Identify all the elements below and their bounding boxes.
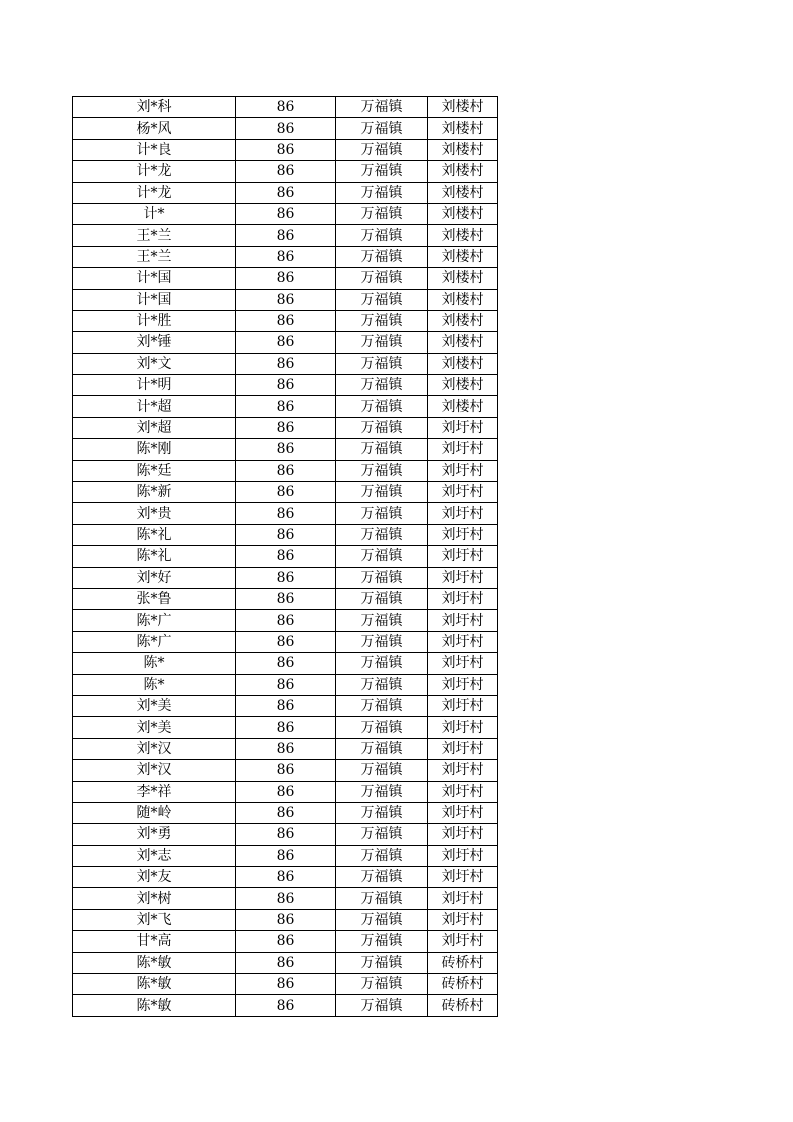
village-cell: 刘圩村 (428, 845, 498, 866)
name-cell: 刘*飞 (73, 909, 236, 930)
town-cell: 万福镇 (336, 931, 428, 952)
score-cell: 86 (236, 674, 336, 695)
score-cell: 86 (236, 246, 336, 267)
town-cell: 万福镇 (336, 610, 428, 631)
village-cell: 刘楼村 (428, 396, 498, 417)
name-cell: 刘*美 (73, 717, 236, 738)
table-row (73, 695, 498, 716)
town-cell: 万福镇 (336, 310, 428, 331)
village-cell: 刘圩村 (428, 588, 498, 609)
name-cell: 计*龙 (73, 182, 236, 203)
village-cell: 刘圩村 (428, 482, 498, 503)
town-cell: 万福镇 (336, 738, 428, 759)
town-cell: 万福镇 (336, 781, 428, 802)
town-cell: 万福镇 (336, 289, 428, 310)
name-cell: 陈*敏 (73, 952, 236, 973)
score-cell: 86 (236, 931, 336, 952)
name-cell: 陈*礼 (73, 524, 236, 545)
name-cell: 陈*敏 (73, 995, 236, 1016)
score-cell: 86 (236, 909, 336, 930)
table-row (73, 653, 498, 674)
table-row (73, 631, 498, 652)
name-cell: 陈* (73, 653, 236, 674)
village-cell: 刘圩村 (428, 439, 498, 460)
score-cell: 86 (236, 653, 336, 674)
table-body (73, 97, 498, 1017)
table-row (73, 139, 498, 160)
score-cell: 86 (236, 460, 336, 481)
score-cell: 86 (236, 268, 336, 289)
score-cell: 86 (236, 824, 336, 845)
town-cell: 万福镇 (336, 139, 428, 160)
table-row (73, 610, 498, 631)
score-cell: 86 (236, 182, 336, 203)
village-cell: 刘圩村 (428, 717, 498, 738)
name-cell: 王*兰 (73, 246, 236, 267)
town-cell: 万福镇 (336, 203, 428, 224)
table-row (73, 161, 498, 182)
score-cell: 86 (236, 417, 336, 438)
table-row (73, 588, 498, 609)
town-cell: 万福镇 (336, 631, 428, 652)
score-cell: 86 (236, 845, 336, 866)
name-cell: 刘*超 (73, 417, 236, 438)
town-cell: 万福镇 (336, 802, 428, 823)
table-row (73, 353, 498, 374)
name-cell: 刘*志 (73, 845, 236, 866)
table-row (73, 182, 498, 203)
table-row (73, 396, 498, 417)
town-cell: 万福镇 (336, 567, 428, 588)
table-row (73, 802, 498, 823)
table-row (73, 375, 498, 396)
village-cell: 刘圩村 (428, 503, 498, 524)
name-cell: 陈*刚 (73, 439, 236, 460)
name-cell: 陈*广 (73, 631, 236, 652)
score-cell: 86 (236, 738, 336, 759)
table-row (73, 760, 498, 781)
table-row (73, 888, 498, 909)
village-cell: 刘圩村 (428, 802, 498, 823)
score-cell: 86 (236, 439, 336, 460)
village-cell: 刘楼村 (428, 161, 498, 182)
name-cell: 王*兰 (73, 225, 236, 246)
village-cell: 刘圩村 (428, 695, 498, 716)
name-cell: 李*祥 (73, 781, 236, 802)
table-row (73, 310, 498, 331)
town-cell: 万福镇 (336, 845, 428, 866)
table-row (73, 482, 498, 503)
name-cell: 刘*汉 (73, 760, 236, 781)
table-row (73, 203, 498, 224)
town-cell: 万福镇 (336, 225, 428, 246)
table-row (73, 118, 498, 139)
table-row (73, 717, 498, 738)
table-row (73, 439, 498, 460)
score-cell: 86 (236, 995, 336, 1016)
score-cell: 86 (236, 952, 336, 973)
village-cell: 刘圩村 (428, 417, 498, 438)
score-cell: 86 (236, 567, 336, 588)
village-cell: 刘楼村 (428, 375, 498, 396)
village-cell: 砖桥村 (428, 995, 498, 1016)
village-cell: 刘圩村 (428, 524, 498, 545)
name-cell: 计*胜 (73, 310, 236, 331)
village-cell: 刘楼村 (428, 182, 498, 203)
name-cell: 随*岭 (73, 802, 236, 823)
table-row (73, 867, 498, 888)
village-cell: 刘圩村 (428, 653, 498, 674)
score-cell: 86 (236, 203, 336, 224)
town-cell: 万福镇 (336, 439, 428, 460)
village-cell: 刘楼村 (428, 268, 498, 289)
table-row (73, 225, 498, 246)
town-cell: 万福镇 (336, 546, 428, 567)
score-cell: 86 (236, 353, 336, 374)
name-cell: 刘*好 (73, 567, 236, 588)
name-cell: 刘*汉 (73, 738, 236, 759)
table-row (73, 97, 498, 118)
name-cell: 刘*锤 (73, 332, 236, 353)
name-cell: 陈*新 (73, 482, 236, 503)
score-cell: 86 (236, 225, 336, 246)
village-cell: 刘圩村 (428, 888, 498, 909)
town-cell: 万福镇 (336, 482, 428, 503)
town-cell: 万福镇 (336, 353, 428, 374)
score-cell: 86 (236, 588, 336, 609)
score-cell: 86 (236, 503, 336, 524)
village-cell: 刘圩村 (428, 781, 498, 802)
score-cell: 86 (236, 118, 336, 139)
table-row (73, 974, 498, 995)
name-cell: 陈*广 (73, 610, 236, 631)
score-cell: 86 (236, 546, 336, 567)
name-cell: 刘*科 (73, 97, 236, 118)
town-cell: 万福镇 (336, 460, 428, 481)
town-cell: 万福镇 (336, 717, 428, 738)
name-cell: 刘*美 (73, 695, 236, 716)
name-cell: 计* (73, 203, 236, 224)
village-cell: 刘楼村 (428, 225, 498, 246)
town-cell: 万福镇 (336, 760, 428, 781)
town-cell: 万福镇 (336, 332, 428, 353)
table-row (73, 332, 498, 353)
table-row (73, 246, 498, 267)
score-cell: 86 (236, 610, 336, 631)
score-cell: 86 (236, 97, 336, 118)
town-cell: 万福镇 (336, 182, 428, 203)
town-cell: 万福镇 (336, 974, 428, 995)
village-cell: 刘圩村 (428, 760, 498, 781)
town-cell: 万福镇 (336, 161, 428, 182)
name-cell: 计*国 (73, 289, 236, 310)
name-cell: 计*明 (73, 375, 236, 396)
town-cell: 万福镇 (336, 588, 428, 609)
score-cell: 86 (236, 375, 336, 396)
village-cell: 刘圩村 (428, 931, 498, 952)
score-cell: 86 (236, 139, 336, 160)
village-cell: 刘楼村 (428, 97, 498, 118)
name-cell: 刘*树 (73, 888, 236, 909)
village-cell: 刘圩村 (428, 909, 498, 930)
name-cell: 陈*敏 (73, 974, 236, 995)
score-cell: 86 (236, 524, 336, 545)
score-cell: 86 (236, 396, 336, 417)
table-row (73, 268, 498, 289)
name-cell: 计*超 (73, 396, 236, 417)
name-cell: 陈* (73, 674, 236, 695)
score-cell: 86 (236, 888, 336, 909)
table-row (73, 567, 498, 588)
score-cell: 86 (236, 781, 336, 802)
town-cell: 万福镇 (336, 653, 428, 674)
name-cell: 计*良 (73, 139, 236, 160)
village-cell: 刘楼村 (428, 203, 498, 224)
table-row (73, 995, 498, 1016)
town-cell: 万福镇 (336, 118, 428, 139)
town-cell: 万福镇 (336, 375, 428, 396)
name-cell: 刘*勇 (73, 824, 236, 845)
town-cell: 万福镇 (336, 888, 428, 909)
table-row (73, 845, 498, 866)
village-cell: 刘圩村 (428, 867, 498, 888)
score-cell: 86 (236, 310, 336, 331)
score-cell: 86 (236, 482, 336, 503)
town-cell: 万福镇 (336, 503, 428, 524)
village-cell: 砖桥村 (428, 952, 498, 973)
town-cell: 万福镇 (336, 695, 428, 716)
town-cell: 万福镇 (336, 909, 428, 930)
table-row (73, 781, 498, 802)
table-row (73, 931, 498, 952)
town-cell: 万福镇 (336, 396, 428, 417)
name-cell: 计*龙 (73, 161, 236, 182)
village-cell: 刘圩村 (428, 546, 498, 567)
data-table (72, 96, 498, 1017)
village-cell: 刘圩村 (428, 674, 498, 695)
table-row (73, 417, 498, 438)
score-cell: 86 (236, 161, 336, 182)
table-row (73, 503, 498, 524)
village-cell: 刘楼村 (428, 139, 498, 160)
table-row (73, 909, 498, 930)
score-cell: 86 (236, 717, 336, 738)
village-cell: 刘楼村 (428, 246, 498, 267)
table-row (73, 952, 498, 973)
village-cell: 刘圩村 (428, 738, 498, 759)
name-cell: 计*国 (73, 268, 236, 289)
village-cell: 刘圩村 (428, 567, 498, 588)
town-cell: 万福镇 (336, 246, 428, 267)
town-cell: 万福镇 (336, 268, 428, 289)
town-cell: 万福镇 (336, 952, 428, 973)
score-cell: 86 (236, 332, 336, 353)
name-cell: 陈*礼 (73, 546, 236, 567)
name-cell: 甘*高 (73, 931, 236, 952)
town-cell: 万福镇 (336, 824, 428, 845)
table-row (73, 738, 498, 759)
name-cell: 刘*文 (73, 353, 236, 374)
table-row (73, 546, 498, 567)
town-cell: 万福镇 (336, 867, 428, 888)
score-cell: 86 (236, 867, 336, 888)
village-cell: 刘圩村 (428, 824, 498, 845)
village-cell: 刘楼村 (428, 289, 498, 310)
town-cell: 万福镇 (336, 674, 428, 695)
score-cell: 86 (236, 695, 336, 716)
score-cell: 86 (236, 289, 336, 310)
name-cell: 杨*风 (73, 118, 236, 139)
town-cell: 万福镇 (336, 995, 428, 1016)
table-row (73, 824, 498, 845)
table-row (73, 674, 498, 695)
village-cell: 刘楼村 (428, 332, 498, 353)
town-cell: 万福镇 (336, 524, 428, 545)
score-cell: 86 (236, 760, 336, 781)
town-cell: 万福镇 (336, 97, 428, 118)
town-cell: 万福镇 (336, 417, 428, 438)
village-cell: 刘圩村 (428, 460, 498, 481)
table-row (73, 460, 498, 481)
score-cell: 86 (236, 974, 336, 995)
village-cell: 刘圩村 (428, 631, 498, 652)
score-cell: 86 (236, 631, 336, 652)
village-cell: 刘圩村 (428, 610, 498, 631)
name-cell: 陈*廷 (73, 460, 236, 481)
score-cell: 86 (236, 802, 336, 823)
village-cell: 刘楼村 (428, 118, 498, 139)
table-row (73, 524, 498, 545)
village-cell: 刘楼村 (428, 353, 498, 374)
name-cell: 刘*贵 (73, 503, 236, 524)
village-cell: 刘楼村 (428, 310, 498, 331)
village-cell: 砖桥村 (428, 974, 498, 995)
table-row (73, 289, 498, 310)
name-cell: 刘*友 (73, 867, 236, 888)
name-cell: 张*鲁 (73, 588, 236, 609)
